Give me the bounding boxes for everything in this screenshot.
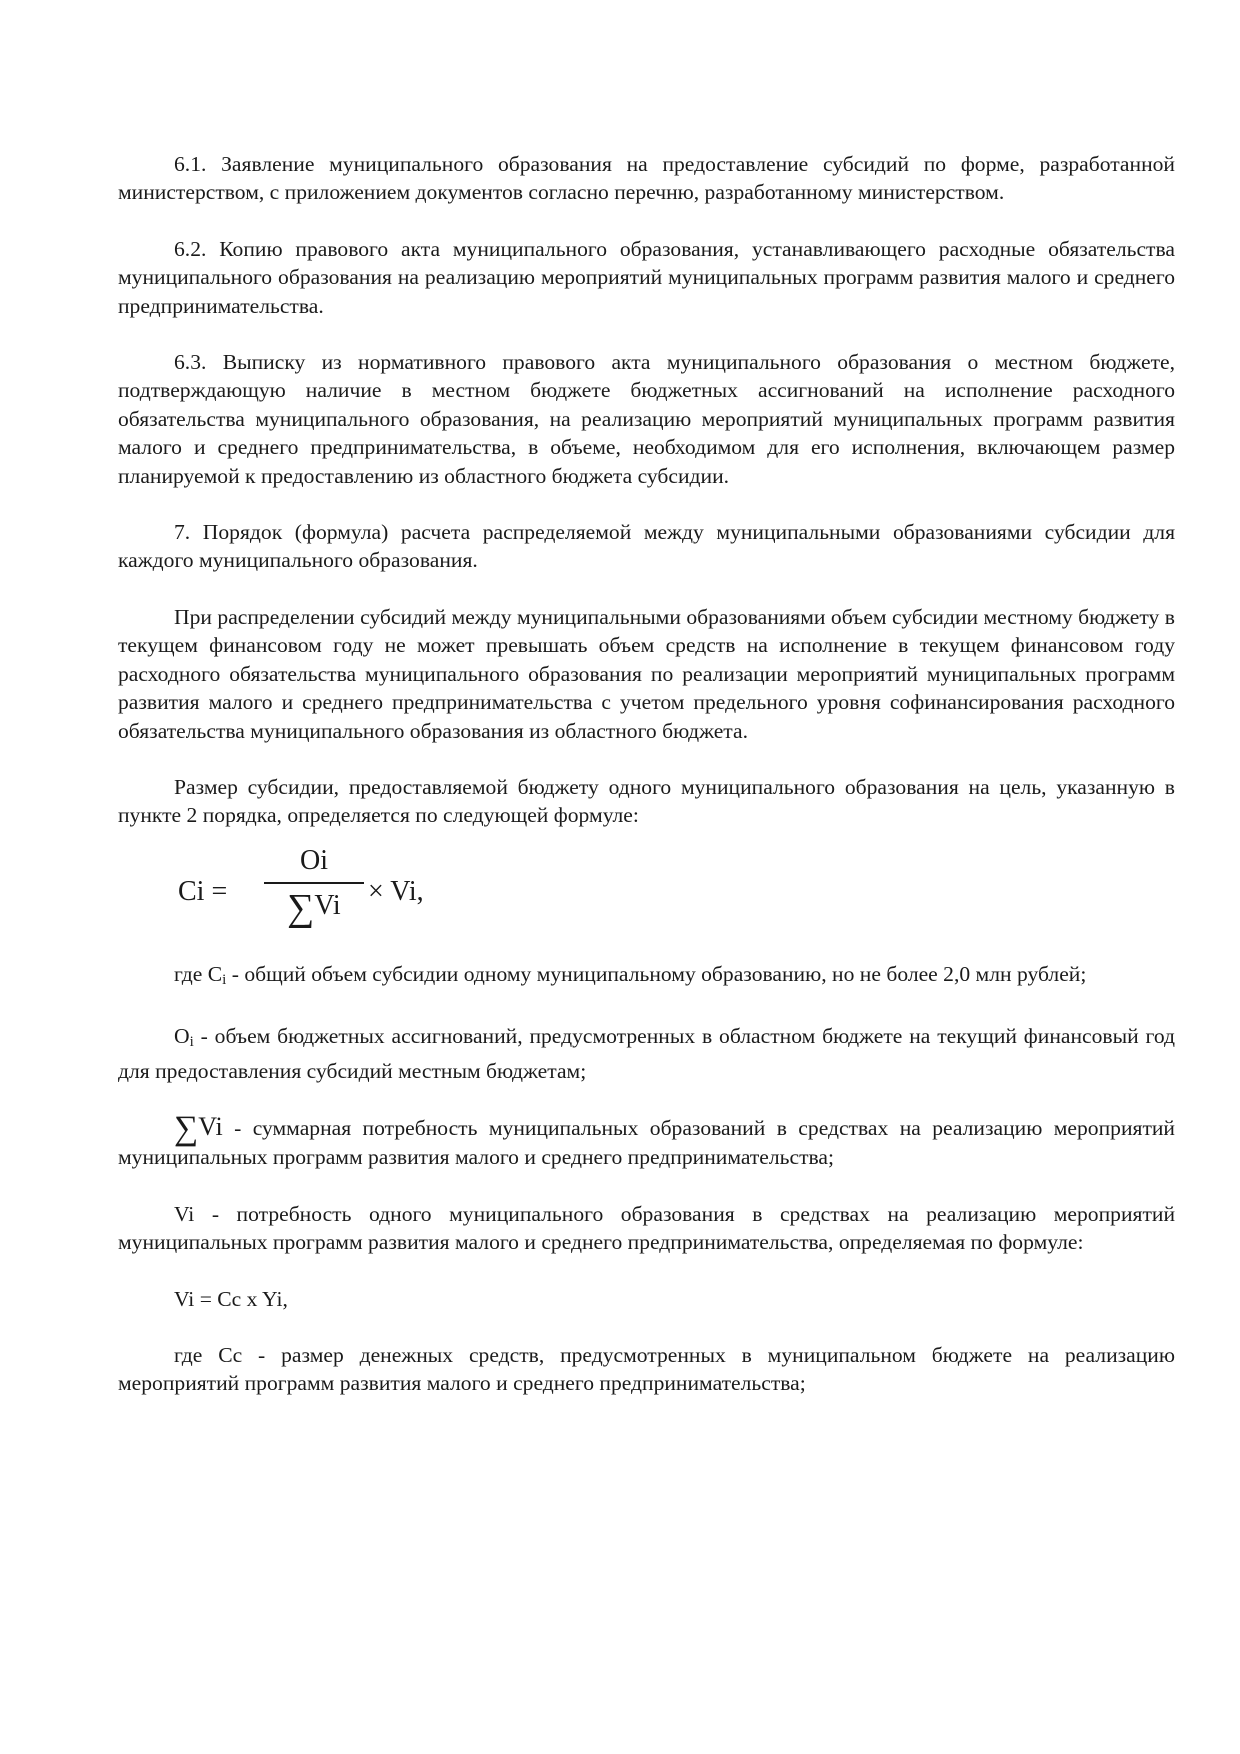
formula-denominator — [264, 886, 364, 929]
formula-rhs: × Vi, — [368, 875, 424, 907]
paragraph-7: 7. Порядок (формула) расчета распределяемой между муниципальными образованиями субсидии для каждого муниципального образования. — [118, 520, 1175, 573]
definition-ci-prefix: где C — [174, 961, 223, 986]
definition-oi-subscript: i — [189, 1034, 194, 1051]
definition-sum-vi — [118, 1109, 1175, 1172]
paragraph-subsidy-size: Размер субсидии, предоставляемой бюджету одного муниципального образования на цель, указанную в пункте 2 порядка, определяется по следующей формуле: — [118, 774, 1175, 828]
formula-numerator: Oi — [300, 844, 328, 876]
definition-ci — [118, 960, 1175, 994]
formula-lhs: Ci = — [178, 875, 228, 907]
definition-sum-vi-text: - суммарная потребность муниципальных образований в средствах на реализацию мероприятий муниципальных программ развития малого и среднего предпринимательства; — [118, 1115, 1175, 1170]
definition-ci-text: - общий объем субсидии одному муниципальному образованию, но не более 2,0 млн рублей; — [226, 961, 1087, 986]
paragraph-distribution: При распределении субсидий между муниципальными образованиями объем субсидии местному бюджету в текущем финансовом году не может превышать объем средств на исполнение в текущем финансовом году расходного обязательства муниципального образования по реализации мероприятий муниципальных программ развития малого и среднего предпринимательства с учетом предельного уровня софинансирования расходного обязательства муниципального образования из областного бюджета. — [118, 604, 1175, 743]
paragraph-6-3: 6.3. Выписку из нормативного правового акта муниципального образования о местном бюджете, подтверждающую наличие в местном бюджете бюджетных ассигнований на исполнение расходного обязательства муниципального образования, на реализацию мероприятий муниципальных программ развития малого и среднего предпринимательства, в объеме, необходимом для его исполнения, включающем размер планируемой к предоставлению из областного бюджета субсидии. — [118, 350, 1175, 488]
formula-fraction — [264, 844, 364, 929]
definition-vi: Vi - потребность одного муниципального образования в средствах на реализацию мероприятий муниципальных программ развития малого и среднего предпринимательства, определяемая по формуле: — [118, 1201, 1175, 1255]
sigma-symbol: ∑ — [287, 886, 315, 929]
main-formula — [178, 830, 1175, 960]
definition-cc: где Cc - размер денежных средств, предусмотренных в муниципальном бюджете на реализацию мероприятий программ развития малого и среднего предпринимательства; — [118, 1342, 1175, 1396]
paragraph-6-1: 6.1. Заявление муниципального образования на предоставление субсидий по форме, разработанной министерством, с приложением документов согласно перечню, разработанному министерством. — [118, 152, 1175, 205]
definition-ci-subscript: i — [222, 971, 227, 988]
definition-oi — [118, 1022, 1175, 1085]
formula-vi: Vi = Cc x Yi, — [174, 1286, 288, 1311]
paragraph-6-2: 6.2. Копию правового акта муниципального образования, устанавливающего расходные обязательства муниципального образования на реализацию мероприятий муниципальных программ развития малого и среднего предпринимательства. — [118, 236, 1175, 318]
formula-denominator-vi: Vi — [314, 889, 341, 921]
fraction-bar — [264, 882, 364, 884]
document-page — [118, 150, 1175, 1398]
definition-oi-text: - объем бюджетных ассигнований, предусмотренных в областном бюджете на текущий финансовый год для предоставления субсидий местным бюджетам; — [118, 1024, 1175, 1083]
definition-sum-vi-symbol: Vi — [198, 1111, 223, 1141]
definition-oi-prefix: O — [174, 1024, 190, 1049]
sigma-inline-symbol: ∑ — [174, 1109, 199, 1147]
